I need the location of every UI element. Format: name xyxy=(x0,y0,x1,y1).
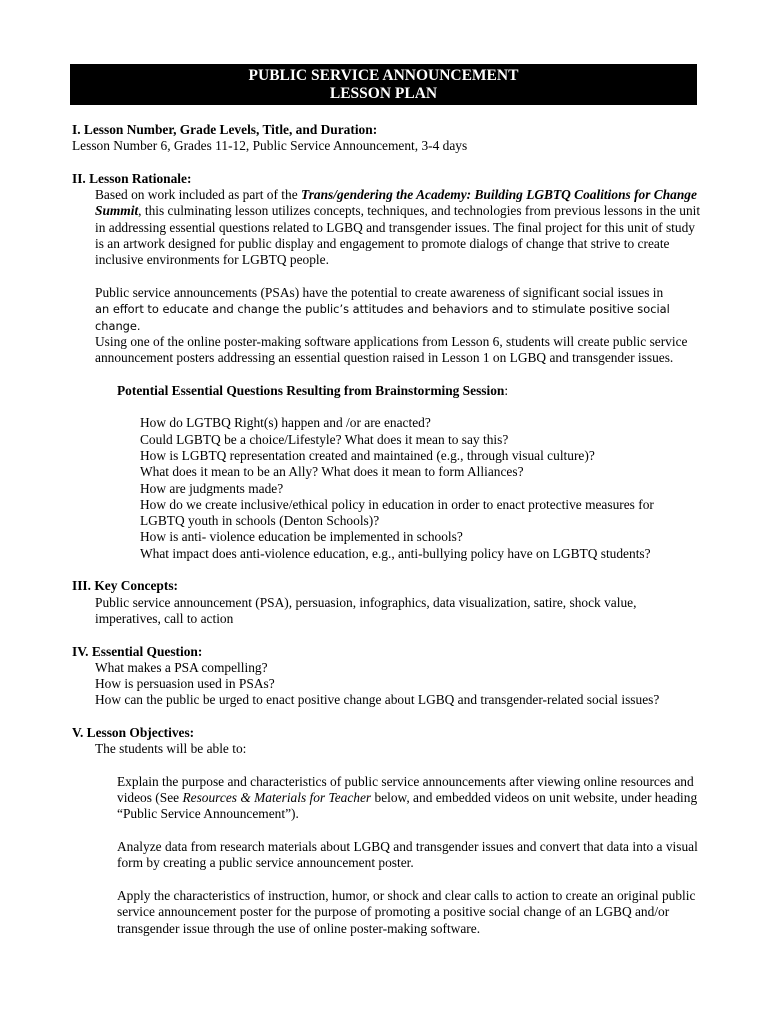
title-line-1: PUBLIC SERVICE ANNOUNCEMENT xyxy=(248,67,519,84)
objective-1-post: below, and embedded videos on unit website, under heading “Public Service Announcement”). xyxy=(117,790,698,822)
objective-3: Apply the characteristics of instruction, humor, or shock and clear calls to action to create an original public service announcement poster for the purpose of promoting a positive social change of an LGBQ and/or transgender issue through the use of online poster-making software. xyxy=(117,887,696,936)
section-4-heading: IV. Essential Question: xyxy=(72,643,203,659)
rationale-p1-post: , this culminating lesson utilizes concepts, techniques, and technologies from previous lessons in the unit in addressing essential questions related to LGBQ and transgender issues. The final project for this unit of study is an artwork designed for public display and engagement to promote dialogs of change that strive to create inclusive environments for LGBTQ people. xyxy=(95,203,701,268)
list-item: How can the public be urged to enact positive change about LGBQ and transgender-related social issues? xyxy=(95,692,660,708)
list-item: How is persuasion used in PSAs? xyxy=(95,676,275,692)
questions-heading-colon: : xyxy=(504,382,509,398)
questions-list xyxy=(72,415,702,562)
questions-heading-text: Potential Essential Questions Resulting from Brainstorming Session xyxy=(117,382,505,398)
objectives-intro: The students will be able to: xyxy=(95,741,247,757)
title-line-2: LESSON PLAN xyxy=(329,85,438,102)
list-item: Could LGBTQ be a choice/Lifestyle? What does it mean to say this? xyxy=(140,431,509,447)
rationale-paragraph-2 xyxy=(72,285,702,366)
list-item: How is LGBTQ representation created and maintained (e.g., through visual culture)? xyxy=(140,447,595,463)
title-banner xyxy=(70,64,697,105)
list-item: What makes a PSA compelling? xyxy=(95,659,268,675)
key-concepts-text: Public service announcement (PSA), persuasion, infographics, data visualization, satire, shock value, imperatives, call to action xyxy=(95,594,637,626)
rationale-p2-line-a: Public service announcements (PSAs) have the potential to create awareness of significant social issues in xyxy=(95,284,664,300)
list-item: How are judgments made? xyxy=(140,480,284,496)
list-item: How is anti- violence education be implemented in schools? xyxy=(140,529,463,545)
rationale-p2-line-c: Using one of the online poster-making software applications from Lesson 6, students will create public service announcement posters addressing an essential question raised in Lesson 1 on LGBQ and transgender issues. xyxy=(95,333,688,366)
questions-heading xyxy=(72,383,702,399)
list-item: What impact does anti-violence education, e.g., anti-bullying policy have on LGBTQ students? xyxy=(140,545,651,561)
rationale-paragraph-1 xyxy=(72,187,702,268)
rationale-p2-line-b: an effort to educate and change the public’s attitudes and behaviors and to stimulate positive social change. xyxy=(95,302,670,333)
section-3-heading: III. Key Concepts: xyxy=(72,578,179,594)
section-1-text: Lesson Number 6, Grades 11-12, Public Service Announcement, 3-4 days xyxy=(72,138,468,154)
rationale-p1-pre: Based on work included as part of the xyxy=(95,187,302,203)
resources-reference: Resources & Materials for Teacher xyxy=(182,790,372,806)
section-1-heading: I. Lesson Number, Grade Levels, Title, and Duration: xyxy=(72,122,378,137)
section-5-heading: V. Lesson Objectives: xyxy=(72,724,195,740)
objective-1-pre: Explain the purpose and characteristics of public service announcements after viewing online resources and videos (See xyxy=(117,773,694,806)
summit-title: Trans/gendering the Academy: Building LGBTQ Coalitions for Change Summit xyxy=(95,187,697,219)
objective-1 xyxy=(72,774,702,823)
list-item: How do LGTBQ Right(s) happen and /or are enacted? xyxy=(140,415,431,431)
essential-questions xyxy=(72,660,702,709)
document-body xyxy=(72,122,702,937)
objective-2: Analyze data from research materials about LGBQ and transgender issues and convert that data into a visual form by creating a public service announcement poster. xyxy=(117,839,698,871)
list-item: What does it mean to be an Ally? What does it mean to form Alliances? xyxy=(140,464,524,480)
list-item: How do we create inclusive/ethical policy in education in order to enact protective measures for LGBTQ youth in schools (Denton Schools)? xyxy=(140,496,654,529)
section-2-heading: II. Lesson Rationale: xyxy=(72,170,192,186)
